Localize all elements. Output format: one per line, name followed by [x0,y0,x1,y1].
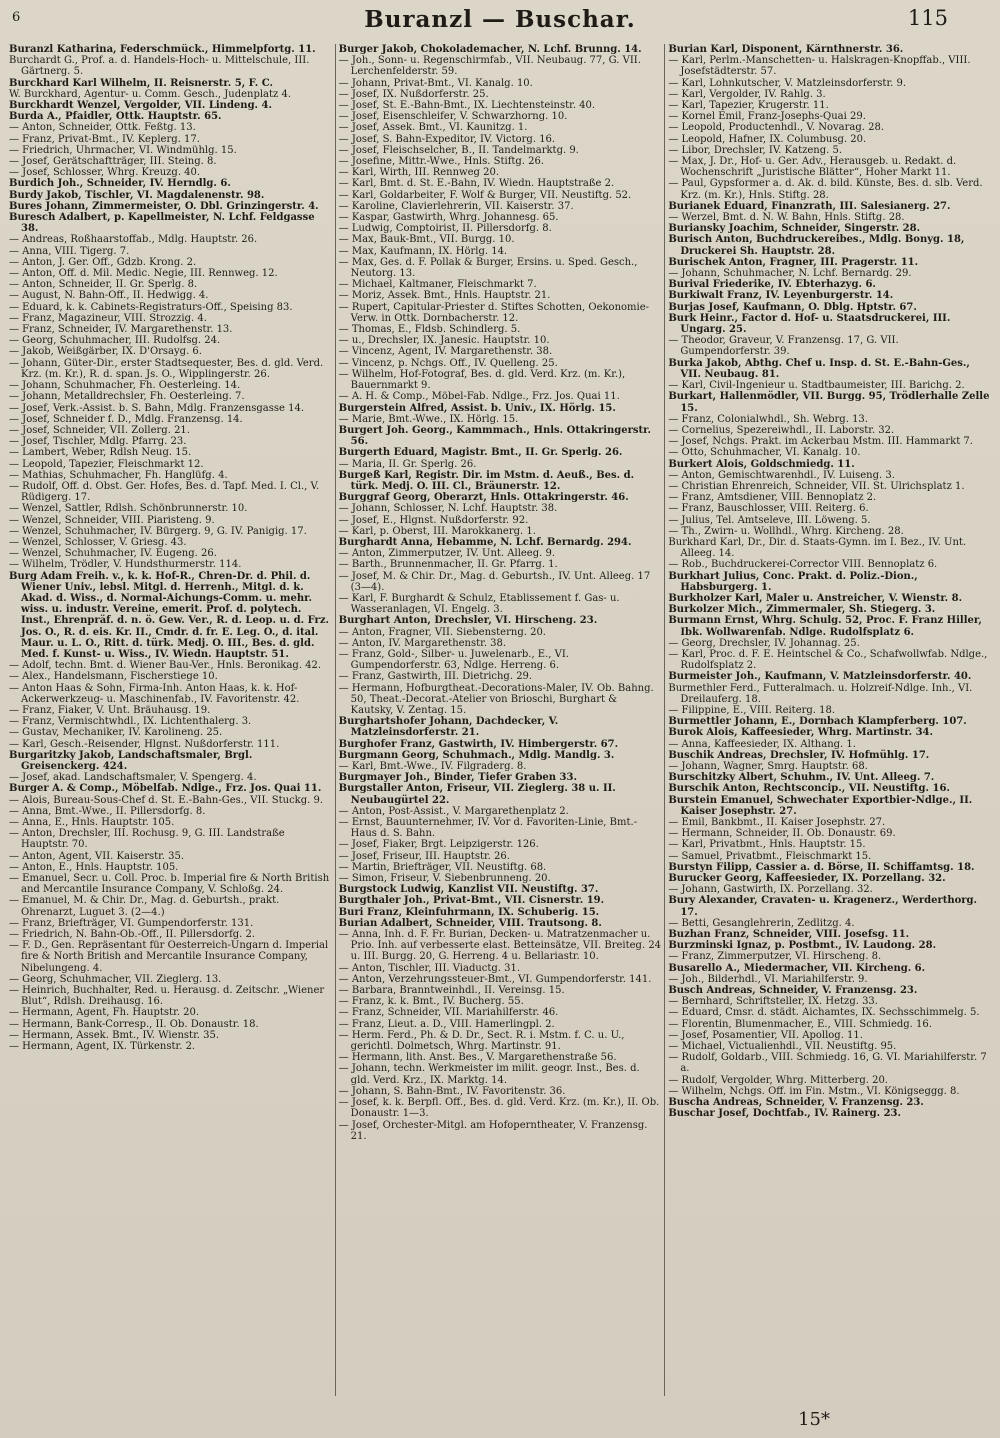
directory-entry: Burckhardt Wenzel, Vergolder, VII. Lindeng. 4. [9,100,272,112]
directory-entry: Burda A., Pfaidler, Ottk. Hauptstr. 65. [9,111,222,123]
directory-entry: Burstyn Filipp, Cassier a. d. Börse, II. Schiffamtsg. 18. [668,861,975,873]
directory-entry: — Anna, VIII. Tigerg. 7. [9,245,130,257]
directory-entry: Burstein Emanuel, Schwechater Exportbier-Ndlge., II. Kaiser Josephstr. 27. [668,794,973,817]
column-left [6,44,335,1396]
directory-entry: — Florentin, Blumenmacher, E., VIII. Schmiedg. 16. [668,1018,932,1030]
directory-entry: — Anton, Gemischtwarenhdl., IV. Luiseng. 3. [668,469,895,481]
directory-entry: — Franz, Zimmerputzer, VI. Hirscheng. 8. [668,951,882,963]
directory-entry: — Friedrich, Uhrmacher, VI. Windmühlg. 15. [9,144,237,156]
directory-entry: Burmethler Ferd., Futteralmach. u. Holzreif-Ndlge. Inh., VI. Dreilauferg. 18. [668,682,973,705]
directory-entry: — Michael, Kaltmaner, Fleischmarkt 7. [338,279,537,291]
directory-entry: Burkiwalt Franz, IV. Leyenburgerstr. 14. [668,290,894,302]
directory-entry: — Wenzel, Schuhmacher, IV. Eugeng. 26. [9,548,217,560]
directory-entry: — Samuel, Privatbmt., Fleischmarkt 15. [668,850,872,862]
directory-entry: — Josef, Assek. Bmt., VI. Kaunitzg. 1. [338,122,528,134]
directory-entry: — Werzel, Bmt. d. N. W. Bahn, Hnls. Stiftg. 28. [668,212,905,224]
directory-entry: — Joh., Sonn- u. Regenschirmfab., VII. Neubaug. 77, G. VII. Lerchenfelderstr. 59. [338,55,641,78]
directory-entry: — Johann, Güter-Dir., erster Stadtsequester, Bes. d. gld. Verd. Krz. (m. Kr.), R. d. span. Js. O., Wipplingerstr. 26. [9,357,324,380]
directory-entry: Burschitzky Albert, Schuhm., IV. Unt. Alleeg. 7. [668,772,935,784]
directory-entry: — Thomas, E., Fldsb. Schindlerg. 5. [338,324,521,336]
directory-entry: — Betti, Gesanglehrerin, Zedlitzg. 4. [668,917,855,929]
page-number: 115 [907,6,948,30]
directory-entry: — Johann, Privat-Bmt., VI. Kanalg. 10. [338,77,533,89]
directory-entry: — Bernhard, Schriftsteller, IX. Hetzg. 33. [668,996,878,1008]
directory-entry: — Josef, Eisenschleifer, V. Schwarzhorng. 10. [338,111,568,123]
directory-entry: Burmann Ernst, Whrg. Schulg. 52, Proc. F. Franz Hiller, Ibk. Wollwarenfab. Ndlge. Rudolfsplatz 6. [668,615,982,638]
directory-entry: — Anton, Schneider, II. Gr. Sperlg. 8. [9,279,198,291]
directory-entry: — Karl, Proc. d. F. E. Heintschel & Co., Schafwollwfab. Ndlge., Rudolfsplatz 2. [668,648,988,672]
directory-entry: Burmeister Joh., Kaufmann, V. Matzleinsdorferstr. 40. [668,671,972,683]
directory-entry: Burghartshofer Johann, Dachdecker, V. Matzleinsdorferstr. 21. [338,716,559,739]
directory-entry: — A. H. & Comp., Möbel-Fab. Ndlge., Frz. Jos. Quai 11. [338,391,620,403]
directory-entry: — Leopold, Tapezier, Fleischmarkt 12. [9,458,204,470]
directory-entry: — Josef, Verk.-Assist. b. S. Bahn, Mdlg. Franzensgasse 14. [9,402,305,414]
directory-entry: — u., Drechsler, IX. Janesic. Hauptstr. 10. [338,335,550,347]
directory-entry: — Karl, Vergolder, IV. Rahlg. 3. [668,88,826,100]
directory-entry: Buranzl Katharina, Federschmück., Himmelpfortg. 11. [9,44,316,55]
directory-entry: Buschik Andreas, Drechsler, IV. Hofmühlg. 17. [668,749,930,761]
directory-entry: — Josef, Schneider f. D., Mdlg. Franzensg. 14. [9,413,243,425]
directory-entry: — Lambert, Weber, Rdlsh Neug. 15. [9,447,192,459]
directory-entry: — Herm. Ferd., Ph. & D. Dr., Sect. R. i. Mstm. f. C. u. U., gerichtl. Dolmetsch, Whrg. Martinstr. 91. [338,1029,625,1053]
directory-entry: — Rudolf, Goldarb., VIII. Schmiedg. 16, G. VI. Mariahilferstr. 7 a. [668,1052,987,1075]
directory-entry: Buri Franz, Kleinfuhrmann, IX. Schuberig. 15. [338,906,600,918]
directory-entry: — Karl, Wirth, III. Rennweg 20. [338,167,500,179]
directory-entry: — Max, Kaufmann, IX. Hörlg. 14. [338,245,508,257]
directory-entry: — Franz, Gold-, Silber- u. Juwelenarb., E., VI. Gumpendorferstr. 63, Ndlge. Herreng. 6. [338,648,569,672]
directory-entry: — Anton Haas & Sohn, Firma-Inh. Anton Haas, k. k. Hof-Ackerwerkzeug- u. Maschinenfab., IV. Favoritenstr. 42. [9,682,300,705]
directory-entry: — Anna, E., Hnls. Hauptstr. 105. [9,817,175,829]
page-header [0,4,1000,38]
directory-entry: — Rob., Buchdruckerei-Corrector VIII. Bennoplatz 6. [668,559,938,571]
directory-entry: — Josef, Tischler, Mdlg. Pfarrg. 23. [9,436,187,448]
directory-entry: — Hermann, Agent, IX. Türkenstr. 2. [9,1041,196,1053]
directory-entry: Bures Johann, Zimmermeister, O. Dbl. Grinzingerstr. 4. [9,200,319,212]
directory-entry: — Franz, Gastwirth, III. Dietrichg. 29. [338,671,533,683]
directory-entry: — Anton, Off. d. Mil. Medic. Negie, III. Rennweg. 12. [9,268,278,280]
directory-entry: — Friedrich, N. Bahn-Ob.-Off., II. Pillersdorfg. 2. [9,929,256,941]
directory-entry: — Johann, Schuhmacher, N. Lchf. Bernardg. 29. [668,268,912,280]
directory-entry: Burian Adalbert, Schneider, VIII. Trautsong. 8. [338,917,602,929]
directory-entry: Buriansky Joachim, Schneider, Singerstr. 28. [668,223,921,235]
directory-entry: Burghart Anton, Drechsler, VI. Hirscheng. 23. [338,615,598,627]
directory-entry: Buschar Josef, Dochtfab., IV. Rainerg. 23. [668,1108,901,1120]
directory-entry: — Johann, Schlosser, N. Lchf. Hauptstr. 38. [338,503,558,515]
directory-entry: Burka Jakob, Abthg. Chef u. Insp. d. St. E.-Bahn-Ges., VII. Neubaug. 81. [668,357,970,380]
directory-entry: — Georg, Schuhmacher, VII. Zieglerg. 13. [9,973,222,985]
directory-entry: — Mathias, Schuhmacher, Fh. Hanglüfg. 4. [9,469,228,481]
column-right [664,44,994,1396]
directory-entry: — Kornel Emil, Franz-Josephs-Quai 29. [668,111,866,123]
directory-entry: — Anton, Schneider, Ottk. Feßtg. 13. [9,122,196,134]
directory-columns [6,44,994,1396]
directory-entry: — Josef, akad. Landschaftsmaler, V. Spengerg. 4. [9,772,257,784]
directory-entry: — Th., Zwirn- u. Wollhdl., Whrg. Kircheng. 28. [668,525,904,537]
directory-entry: — Christian Ehrenreich, Schneider, VII. St. Ulrichsplatz 1. [668,480,965,492]
directory-entry: — Emanuel, M. & Chir. Dr., Mag. d. Geburtsh., prakt. Ohrenarzt, Luguet 3. (2—4.) [9,895,280,918]
directory-entry: — Josefine, Mittr.-Wwe., Hnls. Stiftg. 26. [338,156,545,168]
directory-entry: — Josef, Friseur, III. Hauptstr. 26. [338,850,510,862]
directory-entry: Burianek Eduard, Finanzrath, III. Salesianerg. 27. [668,200,951,212]
directory-entry: — Hermann, Bank-Corresp., II. Ob. Donaustr. 18. [9,1018,259,1030]
directory-entry: — Josef, Schlosser, Whrg. Kreuzg. 40. [9,167,201,179]
directory-entry: — Hermann, lith. Anst. Bes., V. Margarethenstraße 56. [338,1052,617,1064]
directory-entry: — Simon, Friseur, V. Siebenbrunneng. 20. [338,873,551,885]
directory-entry: — Anton, Zimmerputzer, IV. Unt. Alleeg. 9. [338,548,556,560]
directory-entry: — Hermann, Hofburgtheat.-Decorations-Maler, IV. Ob. Bahng. 50, Theat.-Decorat.-Atelier von Brioschi, Burghart & Kautsky, V. Zentag. 15. [338,682,654,716]
directory-entry: — Franz, Fiaker, V. Unt. Bräuhausg. 19. [9,704,211,716]
directory-entry: — Max, J. Dr., Hof- u. Ger. Adv., Herausgeb. u. Redakt. d. Wochenschrift „Juristische Blätter“, Hoher Markt 11. [668,156,957,179]
directory-entry: Burisch Anton, Buchdruckereibes., Mdlg. Bonyg. 18, Druckerei Sh. Hauptstr. 28. [668,234,965,257]
directory-entry: Burchardt G., Prof. a. d. Handels-Hoch- u. Mittelschule, III. Gärtnerg. 5. [9,55,310,78]
directory-entry: — Andreas, Roßhaarstoffab., Mdlg. Hauptstr. 26. [9,234,258,246]
directory-entry: — Adolf, techn. Bmt. d. Wiener Bau-Ver., Hnls. Beronikag. 42. [9,660,322,672]
directory-entry: — Anna, Inh. d. F. Fr. Burian, Decken- u. Matratzenmacher u. Prio. Inh. auf verbesserte elast. Betteinsätze, VII. Breiteg. 24 u. III. Burgg. 20, G. Herreng. 4 u. Bellariastr. 10. [338,929,662,963]
directory-entry: — Otto, Schuhmacher, VI. Kanalg. 10. [668,447,861,459]
directory-entry: — Josef, S. Bahn-Expeditor, IV. Victorg. 16. [338,133,556,145]
directory-entry: — Franz, Schneider, VII. Mariahilferstr. 46. [338,1007,559,1019]
directory-entry: — Anton, E., Hnls. Hauptstr. 105. [9,861,179,873]
directory-entry: Burok Alois, Kaffeesieder, Whrg. Martinstr. 34. [668,727,933,739]
directory-entry: Burschik Anton, Rechtsconcip., VII. Neustiftg. 16. [668,783,950,795]
directory-entry: — Theodor, Graveur, V. Franzensg. 17, G. VII. Gumpendorferstr. 39. [668,335,899,358]
directory-entry: Burgstaller Anton, Friseur, VII. Zieglerg. 38 u. II. Neubaugürtel 22. [338,783,616,806]
directory-entry: — Wenzel, Schlosser, V. Griesg. 43. [9,536,187,548]
directory-entry: — Paul, Gypsformer a. d. Ak. d. bild. Künste, Bes. d. slb. Verd. Krz. (m. Kr.), Hnls. Stiftg. 28. [668,178,983,201]
directory-entry: — Josef, Posamentier, VII. Apollog. 11. [668,1029,863,1041]
directory-entry: — Karl, Bmt. d. St. E.-Bahn, IV. Wiedn. Hauptstraße 2. [338,178,615,190]
directory-entry: — Johann, Wagner, Smrg. Hauptstr. 68. [668,761,868,772]
directory-entry: Burckhard Karl Wilhelm, II. Reisnerstr. 5, F. C. [9,77,273,89]
directory-entry: — Josef, E., Hlgnst. Nußdorferstr. 92. [338,514,529,526]
corner-mark: 6 [12,10,21,25]
directory-entry: Burgthaler Joh., Privat-Bmt., VII. Cisnerstr. 19. [338,895,605,907]
directory-entry: — Johann, Metalldrechsler, Fh. Oesterleing. 7. [9,391,245,403]
directory-entry: — Karl, Goldarbeiter, F. Wolf & Burger, VII. Neustiftg. 52. [338,189,632,201]
directory-entry: — Hermann, Schneider, II. Ob. Donaustr. 69. [668,828,896,840]
directory-entry: — Josef, k. k. Berpfl. Off., Bes. d. gld. Verd. Krz. (m. Kr.), II. Ob. Donaustr. 1—3. [338,1097,660,1120]
directory-entry: — Max, Bauk-Bmt., VII. Burgg. 10. [338,234,515,246]
directory-entry: — Heinrich, Buchhalter, Red. u. Herausg. d. Zeitschr. „Wiener Blut“, Rdlsh. Dreihausg. 16. [9,985,325,1008]
directory-entry: — Filippine, E., VIII. Reiterg. 18. [668,704,836,716]
directory-entry: — Rupert, Capitular-Priester d. Stiftes Schotten, Oekonomie-Verw. in Ottk. Dornbacherstr. 12. [338,301,650,324]
directory-entry: — Karl, Bmt.-Wwe., IV. Filgraderg. 8. [338,761,527,772]
directory-entry: — Emil, Bankbmt., II. Kaiser Josephstr. 27. [668,817,886,829]
directory-entry: Buscha Andreas, Schneider, V. Franzensg. 23. [668,1097,924,1109]
directory-entry: — Marie, Bmt.-Wwe., IX. Hörlg. 15. [338,413,519,425]
directory-entry: — Gustav, Mechaniker, IV. Karolineng. 25. [9,727,223,739]
directory-entry: — Eduard, k. k. Cabinets-Registraturs-Off., Speising 83. [9,301,293,313]
directory-entry: — Joh., Bilderhdl., VI. Mariahilferstr. 9. [668,973,868,985]
directory-entry: Burdy Jakob, Tischler, VI. Magdalenenstr. 98. [9,189,265,201]
directory-entry: Burkart, Hallenmödler, VII. Burgg. 95, Trödlerhalle Zelle 15. [668,391,990,414]
directory-entry: — Michael, Victualienhdl., VII. Neustiftg. 95. [668,1041,897,1053]
directory-entry: — Franz, Colonialwhdl., Sh. Webrg. 13. [668,413,868,425]
directory-entry: — Alex., Handelsmann, Fischerstiege 10. [9,671,218,683]
directory-entry: Burg Adam Freih. v., k. k. Hof-R., Chren-Dr. d. Phil. d. Wiener Univ., lebsl. Mitgl. d. Herrenh., Mitgl. d. k. Akad. d. Wiss., d. Normal-Aichungs-Comm. u. mehr. wiss. u. industr. Vereine, emerit. Prof. d. polytech. Inst., Ehrenpräf. d. n. ö. Gew. Ver., R. d. Leop. u. d. Frz. Jos. O., R. d. eis. Kr. II., Cmdr. d. fr. E. Leg. O., d. ital. Maur. u. L. O., Ritt. d. türk. Medj. O. III., Bes. d. gld. Med. f. Kunst- u. Wiss., IV. Wiedn. Hauptstr. 51. [9,570,329,660]
directory-entry: Burghardt Anna, Hebamme, N. Lchf. Bernardg. 294. [338,536,632,548]
directory-entry: Burgmayer Joh., Binder, Tiefer Graben 33. [338,772,577,784]
directory-entry: — Karl, Tapezier, Krugerstr. 11. [668,100,829,112]
directory-entry: — Josef, M. & Chir. Dr., Mag. d. Geburtsh., IV. Unt. Alleeg. 17 (3—4). [338,570,651,593]
directory-entry: Busch Andreas, Schneider, V. Franzensg. 23. [668,985,918,997]
directory-entry: — Franz, Vermischtwhdl., IX. Lichtenthalerg. 3. [9,716,252,728]
directory-entry: — Karl, Civil-Ingenieur u. Stadtbaumeister, III. Barichg. 2. [668,380,965,392]
directory-entry: — Anton, J. Ger. Off., Gdzb. Krong. 2. [9,256,197,268]
directory-entry: Burkert Alois, Goldschmiedg. 11. [668,458,855,470]
directory-entry: — Ernst, Bauunternehmer, IV. Vor d. Favoriten-Linie, Bmt.-Haus d. S. Bahn. [338,817,638,840]
directory-entry: — Alois, Bureau-Sous-Chef d. St. E.-Bahn-Ges., VII. Stuckg. 9. [9,794,324,806]
directory-entry: — Josef, Schneider, VII. Zollerg. 21. [9,424,190,436]
directory-entry: — Josef, IX. Nußdorferstr. 25. [338,88,489,100]
directory-entry: — Martin, Briefträger, VII. Neustiftg. 68. [338,861,547,873]
directory-entry: — Anna, Bmt.-Wwe., II. Pillersdorfg. 8. [9,805,206,817]
directory-entry: Burkhart Julius, Conc. Prakt. d. Poliz.-Dion., Habsburgerg. 1. [668,570,918,593]
directory-entry: — Karl, Gesch.-Reisender, Hlgnst. Nußdorferstr. 111. [9,738,280,750]
directory-entry: — Karl, p. Oberst, III. Marokkanerg. 1. [338,525,536,537]
directory-entry: — Wilhelm, Trödler, V. Hundsthurmerstr. 114. [9,559,242,571]
directory-entry: Burger A. & Comp., Möbelfab. Ndlge., Frz. Jos. Quai 11. [9,783,322,795]
directory-entry: — Eduard, Cmsr. d. städt. Aichamtes, IX. Sechsschimmelg. 5. [668,1007,980,1019]
page-title: Buranzl — Buschar. [364,6,636,33]
directory-entry: — Anton, Post-Assist., V. Margarethenplatz 2. [338,805,569,817]
directory-entry: — Karl, F. Burghardt & Schulz, Etablissement f. Gas- u. Wasseranlagen, VI. Engelg. 3. [338,592,620,616]
directory-entry: — Josef, Fiaker, Brgt. Leipzigerstr. 126. [338,839,539,851]
directory-entry: — Josef, St. E.-Bahn-Bmt., IX. Liechtensteinstr. 40. [338,100,596,112]
column-middle [335,44,665,1396]
directory-entry: — Franz, k. k. Bmt., IV. Bucherg. 55. [338,996,524,1008]
directory-entry: — Leopold, Productenhdl., V. Novarag. 28. [668,122,885,134]
directory-entry: — Hermann, Assek. Bmt., IV. Wienstr. 35. [9,1029,220,1041]
directory-entry: — Franz, Bauschlosser, VIII. Reiterg. 6. [668,503,869,515]
directory-entry: Burzminski Ignaz, p. Postbmt., IV. Laudong. 28. [668,940,937,952]
directory-entry: — Kaspar, Gastwirth, Whrg. Johannesg. 65. [338,212,559,224]
directory-entry: — Max, Ges. d. F. Pollak & Burger, Ersins. u. Sped. Gesch., Neutorg. 13. [338,256,638,280]
directory-entry: Burmettler Johann, E., Dornbach Klampferberg. 107. [668,716,967,728]
directory-entry: — Josef, Fleischselcher, B., II. Tandelmarktg. 9. [338,144,579,156]
directory-entry: — August, N. Bahn-Off., II. Hedwigg. 4. [9,290,209,302]
directory-entry: — Johann, Schuhmacher, Fh. Oesterleing. 14. [9,380,241,392]
directory-entry: Burgerstein Alfred, Assist. b. Univ., IX. Hörlg. 15. [338,402,616,414]
directory-entry: Buzhan Franz, Schneider, VIII. Josefsg. 11. [668,929,910,941]
directory-entry: Burghofer Franz, Gastwirth, IV. Himbergerstr. 67. [338,738,619,750]
directory-entry: — Georg, Drechsler, IV. Johannag. 25. [668,637,860,649]
directory-entry: — Anton, Drechsler, III. Rochusg. 9, G. III. Landstraße Hauptstr. 70. [9,828,285,851]
directory-entry: — Anton, IV. Margarethenstr. 38. [338,637,507,649]
directory-entry: Burival Friederike, IV. Ebterhazyg. 6. [668,279,876,291]
directory-entry: Burjas Josef, Kaufmann, O. Dblg. Hptstr. 67. [668,301,917,313]
directory-entry: Burgeß Karl, Registr. Dir. im Mstm. d. Aeuß., Bes. d. türk. Medj. O. III. Cl., Bräunerstr. 12. [338,469,635,492]
directory-entry: — Franz, Privat-Bmt., IV. Keplerg. 17. [9,133,200,145]
directory-entry: Burk Heinr., Factor d. Hof- u. Staatsdruckerei, III. Ungarg. 25. [668,312,951,336]
directory-entry: — Barbara, Branntweinhdl., II. Vereinsg. 15. [338,985,565,997]
directory-entry: Burkolzer Mich., Zimmermaler, Sh. Stiegerg. 3. [668,604,936,616]
directory-entry: Burian Karl, Disponent, Kärnthnerstr. 36. [668,44,904,55]
directory-entry: — Josef, Gerätschaftträger, III. Steing. 8. [9,156,217,168]
directory-entry: — Julius, Tel. Amtseleve, III. Löweng. 5. [668,514,871,526]
directory-entry: — Leopold, Hafner, IX. Columbusg. 20. [668,133,867,145]
directory-entry: Burgmann Georg, Schuhmach., Mdlg. Mandlg. 3. [338,749,615,761]
directory-entry: — Franz, Briefträger, VI. Gumpendorferstr. 131. [9,917,254,929]
directory-entry: — Johann, techn. Werkmeister im milit. geogr. Inst., Bes. d. gld. Verd. Krz., IX. Marktg. 14. [338,1063,640,1086]
directory-entry: — Rudolf, Off. d. Obst. Ger. Hofes, Bes. d. Tapf. Med. I. Cl., V. Rüdigerg. 17. [9,480,320,504]
directory-entry: — Cornelius, Spezereiwhdl., II. Laborstr. 32. [668,424,895,436]
directory-entry: W. Burckhard, Agentur- u. Comm. Gesch., Judenplatz 4. [9,88,292,100]
directory-entry: — Moriz, Assek. Bmt., Hnls. Hauptstr. 21. [338,290,551,302]
directory-entry: Burggraf Georg, Oberarzt, Hnls. Ottakringerstr. 46. [338,492,629,504]
directory-entry: — Anton, Verzehrungssteuer-Bmt., VI. Gumpendorferstr. 141. [338,973,652,985]
directory-entry: Burkhard Karl, Dr., Dir. d. Staats-Gymn. im I. Bez., IV. Unt. Alleeg. 14. [668,536,967,560]
directory-entry: — Anna, Kaffeesieder, IX. Althang. 1. [668,738,856,750]
directory-entry: — Franz, Amtsdiener, VIII. Bennoplatz 2. [668,492,877,504]
directory-entry: — Ludwig, Comptoirist, II. Pillersdorfg. 8. [338,223,552,235]
directory-entry: — Karl, Perlm.-Manschetten- u. Halskragen-Knopffab., VIII. Josefstädterstr. 57. [668,55,971,78]
directory-entry: — Wenzel, Schuhmacher, IV. Bürgerg. 9, G. IV. Panigig. 17. [9,525,307,537]
directory-entry: — Wenzel, Sattler, Rdlsh. Schönbrunnerstr. 10. [9,503,248,515]
directory-entry: — Franz, Lieut. a. D., VIII. Hamerlingpl. 2. [338,1018,555,1030]
directory-entry: — Maria, II. Gr. Sperlg. 26. [338,458,477,470]
directory-entry: — Karl, Privatbmt., Hnls. Hauptstr. 15. [668,839,866,851]
directory-entry: — Wenzel, Schneider, VIII. Piaristeng. 9. [9,514,215,526]
directory-entry: — Wilhelm, Hof-Fotograf, Bes. d. gld. Verd. Krz. (m. Kr.), Bauernmarkt 9. [338,368,626,392]
directory-entry: Bury Alexander, Cravaten- u. Kragenerz., Werderthorg. 17. [668,895,978,918]
directory-entry: — Hermann, Agent, Fh. Hauptstr. 20. [9,1007,200,1019]
directory-entry: — Anton, Fragner, VII. Siebensterng. 20. [338,626,546,638]
directory-entry: Burgstock Ludwig, Kanzlist VII. Neustiftg. 37. [338,884,599,896]
directory-entry: — Barth., Brunnenmacher, II. Gr. Pfarrg. 1. [338,559,558,571]
sheet-signature: 15* [798,1409,830,1430]
directory-entry: Buresch Adalbert, p. Kapellmeister, N. Lchf. Feldgasse 38. [9,212,315,235]
directory-entry: — Josef, Orchester-Mitgl. am Hofoperntheater, V. Franzensg. 21. [338,1119,648,1142]
directory-entry: — Anton, Agent, VII. Kaiserstr. 35. [9,850,185,862]
directory-entry: — Jakob, Weißgärber, IX. D'Orsayg. 6. [9,346,202,358]
directory-entry: — Josef, Nchgs. Prakt. im Ackerbau Mstm. III. Hammarkt 7. [668,436,973,448]
directory-entry: Burgert Joh. Georg., Kammmach., Hnls. Ottakringerstr. 56. [338,424,652,448]
directory-entry: — Vincenz, p. Nchgs. Off., IV. Quelleng. 25. [338,357,558,369]
directory-entry: Burgaritzky Jakob, Landschaftsmaler, Brgl. Greisenckerg. 424. [9,749,253,772]
directory-entry: — Karl, Lohnkutscher, V. Matzleinsdorferstr. 9. [668,77,907,89]
directory-entry: — Libor, Drechsler, IV. Katzeng. 5. [668,144,843,156]
directory-entry: — Emanuel, Secr. u. Coll. Proc. b. Imperial fire & North British and Mercantile Insurance Company, V. Schloßg. 24. [9,873,330,896]
directory-entry: — Anton, Tischler, III. Viaductg. 31. [338,962,521,974]
directory-entry: Burger Jakob, Chokolademacher, N. Lchf. Brunng. 14. [338,44,642,55]
directory-entry: — Franz, Magazineur, VIII. Strozzig. 4. [9,312,207,324]
directory-entry: — Vincenz, Agent, IV. Margarethenstr. 38. [338,346,553,358]
directory-entry: Burdich Joh., Schneider, IV. Herndlg. 6. [9,178,231,190]
directory-entry: — Franz, Schneider, IV. Margarethenstr. 13. [9,324,233,336]
directory-entry: Burgerth Eduard, Magistr. Bmt., II. Gr. Sperlg. 26. [338,447,623,459]
directory-entry: — F. D., Gen. Repräsentant für Oesterreich-Ungarn d. Imperial fire & North British and Mercantile Insurance Company, Nibelungeng. 4. [9,940,329,974]
directory-entry: Busarello A., Miedermacher, VII. Kircheng. 6. [668,962,926,974]
directory-entry: Burucker Georg, Kaffeesieder, IX. Porzellang. 32. [668,873,946,885]
directory-entry: — Karoline, Clavierlehrerin, VII. Kaiserstr. 37. [338,200,574,212]
directory-entry: — Johann, Gastwirth, IX. Porzellang. 32. [668,884,873,896]
directory-entry: — Rudolf, Vergolder, Whrg. Mitterberg. 20. [668,1074,888,1086]
directory-entry: Burkholzer Karl, Maler u. Anstreicher, V. Wienstr. 8. [668,592,963,604]
directory-entry: — Wilhelm, Nchgs. Off. im Fin. Mstm., VI. Königseggg. 8. [668,1085,960,1097]
directory-entry: — Johann, S. Bahn-Bmt., IV. Favoritenstr. 36. [338,1085,566,1097]
directory-entry: — Georg, Schuhmacher, III. Rudolfsg. 24. [9,335,221,347]
directory-entry: Burischek Anton, Fragner, III. Pragerstr. 11. [668,256,919,268]
